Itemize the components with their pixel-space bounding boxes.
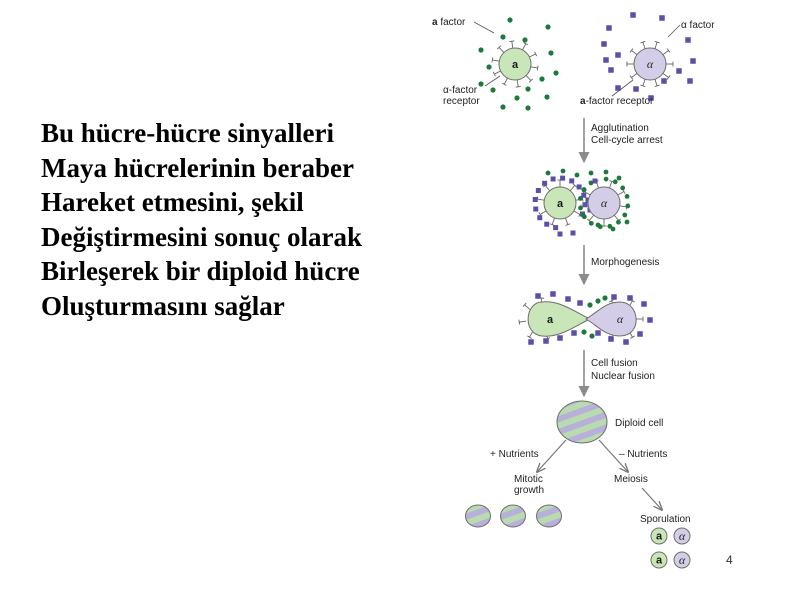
sporulation-label: Sporulation [640,514,691,525]
alpha-factor-square-icon [615,52,621,58]
a-factor-dot-icon [500,34,505,39]
alpha-factor-square-icon [593,179,598,184]
a-factor-dot-icon [575,173,580,178]
receptor-icon [602,219,607,226]
a-factor-dot-icon [582,188,587,193]
alpha-factor-square-icon [535,293,541,299]
shmoo-a [528,302,590,336]
receptor-icon [655,41,660,48]
spore-alpha-label: α [678,553,686,567]
a-factor-dot-icon [507,17,512,22]
a-factor-dot-icon [604,170,609,175]
a-factor-dot-icon [595,298,600,303]
diploid-cell-label: Diploid cell [615,418,664,429]
alpha-factor-square-icon [582,202,587,207]
body-line-1: Bu hücre-hücre sinyalleri [41,118,335,148]
minus-nutrients-label: – Nutrients [619,449,668,460]
body-line-6: Oluşturmasını sağlar [41,290,285,321]
alpha-factor-square-icon [560,176,565,181]
alpha-factor-square-icon [577,184,582,189]
receptor-icon [655,79,660,86]
mitotic-label-2: growth [514,485,545,496]
receptor-icon [523,43,528,50]
alpha-factor-square-icon [601,41,607,47]
a-factor-dot-icon [589,221,594,226]
cell-a-top-label: a [511,59,519,71]
a-factor-dot-icon [539,76,544,81]
a-factor-dot-icon [561,169,566,174]
alpha-factor-label: α factor [681,20,715,31]
alpha-factor-square-icon [608,336,614,342]
receptor-icon [630,73,637,79]
a-factor-leader-line [474,22,494,33]
body-line-2: Maya hücrelerinin beraber [41,152,354,183]
alpha-factor-square-icon [537,215,542,220]
receptor-icon [550,218,555,225]
a-factor-dot-icon [611,227,616,232]
alpha-factor-square-icon [633,86,639,92]
a-factor-dot-icon [546,171,551,176]
receptor-icon [497,46,504,53]
alpha-factor-square-icon [595,330,601,336]
alpha-factor-square-icon [543,338,549,344]
alpha-factor-square-icon [659,15,665,21]
receptor-icon [630,48,637,54]
a-factor-dot-icon [545,24,550,29]
alpha-factor-square-icon [528,339,534,345]
receptor-icon [558,180,563,187]
a-factor-label: a factor [432,17,466,28]
receptor-icon [565,218,570,225]
step-agglutination-label: Agglutination [591,123,649,134]
diploid-daughter-cell [537,505,562,527]
receptor-icon [516,80,521,87]
a-factor-dot-icon [616,220,621,225]
alpha-factor-square-icon [661,78,667,84]
a-factor-dot-icon [625,204,630,209]
alpha-factor-square-icon [553,225,558,230]
a-factor-dot-icon [522,37,527,42]
receptor-icon [519,320,526,325]
alpha-factor-square-icon [544,222,549,227]
alpha-factor-leader-line [668,25,680,37]
shmoo-alpha [586,302,636,336]
a-factor-dot-icon [581,329,586,334]
receptor-icon [509,41,514,48]
a-factor-dot-icon [625,194,630,199]
alpha-factor-square-icon [571,330,577,336]
receptor-icon [537,197,544,202]
body-line-4: Değiştirmesini sonuç olarak [41,221,362,252]
alpha-factor-square-icon [641,301,647,307]
alpha-factor-square-icon [676,68,682,74]
alpha-factor-square-icon [569,178,574,183]
alpha-receptor-leader-line [485,76,500,86]
receptor-icon [636,317,643,322]
step-cell-cycle-arrest-label: Cell-cycle arrest [591,135,663,146]
shmoo-alpha-label: α [616,312,624,326]
a-factor-dot-icon [490,87,495,92]
plus-nutrients-label: + Nutrients [490,449,539,460]
alpha-factor-square-icon [557,335,563,341]
step-cell-fusion-label: Cell fusion [591,358,638,369]
receptor-icon [529,52,536,57]
receptor-icon [641,79,646,86]
alpha-factor-square-icon [608,67,614,73]
receptor-icon [523,303,530,310]
a-factor-dot-icon [613,179,618,184]
agglutination-pair [533,169,630,237]
shmoo-a-label: a [546,314,554,326]
alpha-factor-square-icon [647,317,653,323]
a-factor-dot-icon [578,196,583,201]
receptor-icon [527,331,533,338]
alpha-factor-square-icon [630,12,636,18]
a-factor-dot-icon [578,206,583,211]
receptor-icon [531,66,538,71]
a-factor-dot-icon [604,177,609,182]
a-factor-dot-icon [589,333,594,338]
a-factor-dot-icon [525,86,530,91]
step-morphogenesis-label: Morphogenesis [591,257,660,268]
receptor-icon [641,41,646,48]
receptor-icon [492,58,499,63]
a-factor-dot-icon [596,223,601,228]
alpha-factor-square-icon [627,295,633,301]
alpha-factor-square-icon [611,294,617,300]
diploid-cell [557,401,607,443]
alpha-factor-receptor-label-2: receptor [443,96,480,107]
alpha-factor-square-icon [685,37,691,43]
alpha-factor-square-icon [606,25,612,31]
alpha-factor-square-icon [571,231,576,236]
spore-alpha-label: α [678,529,686,543]
cell-a-agglutination-label: a [556,198,564,210]
a-factor-dot-icon [500,104,505,109]
alpha-factor-square-icon [551,176,556,181]
a-factor-dot-icon [625,220,630,225]
receptor-icon [627,62,634,67]
a-factor-dot-icon [602,295,607,300]
a-factor-receptor-label: a-factor receptor [580,96,654,107]
alpha-factor-square-icon [550,291,556,297]
alpha-factor-square-icon [565,296,571,302]
cell-alpha-agglutination-label: α [600,196,608,210]
receptor-icon [663,48,670,54]
a-factor-dot-icon [478,81,483,86]
diploid-daughter-cell [466,505,491,527]
a-factor-dot-icon [620,185,625,190]
alpha-factor-square-icon [533,197,538,202]
receptor-icon [666,62,673,67]
receptor-icon [526,76,533,83]
receptor-icon [570,184,576,191]
a-factor-dot-icon [617,176,622,181]
a-factor-dot-icon [581,213,586,218]
a-factor-dot-icon [589,171,594,176]
a-factor-dot-icon [548,50,553,55]
page-number: 4 [726,553,733,567]
cell-alpha-top-label: α [646,57,654,71]
diploid-daughter-cell [501,505,526,527]
a-factor-dot-icon [514,95,519,100]
alpha-factor-square-icon [690,58,696,64]
mitotic-label-1: Mitotic [514,474,543,485]
alpha-factor-square-icon [623,339,629,345]
body-line-3: Hareket etmesini, şekil [41,187,304,217]
a-receptor-leader-line [612,80,633,96]
alpha-factor-square-icon [603,57,609,63]
spore-a-label: a [655,554,663,567]
morphogenesis-shmoo [519,291,653,345]
alpha-factor-square-icon [637,331,643,337]
alpha-factor-square-icon [542,181,547,186]
alpha-factor-square-icon [533,207,538,212]
alpha-factor-square-icon [577,300,583,306]
a-factor-dot-icon [525,105,530,110]
step-nuclear-fusion-label: Nuclear fusion [591,371,655,382]
spore-a-label: a [655,530,663,543]
alpha-factor-square-icon [558,232,563,237]
a-factor-dot-icon [486,64,491,69]
body-line-5: Birleşerek bir diploid hücre [41,256,360,286]
receptor-icon [493,71,500,76]
a-factor-dot-icon [544,94,549,99]
receptor-icon [618,189,625,195]
receptor-icon [502,78,507,85]
arrow-icon [537,440,566,472]
alpha-factor-receptor-label-1: α-factor [443,85,478,96]
alpha-factor-square-icon [536,188,541,193]
meiosis-label: Meiosis [614,474,648,485]
a-factor-dot-icon [478,47,483,52]
arrow-icon [642,488,662,510]
a-factor-dot-icon [587,302,592,307]
a-factor-dot-icon [553,70,558,75]
a-factor-dot-icon [622,213,627,218]
alpha-factor-square-icon [687,78,693,84]
